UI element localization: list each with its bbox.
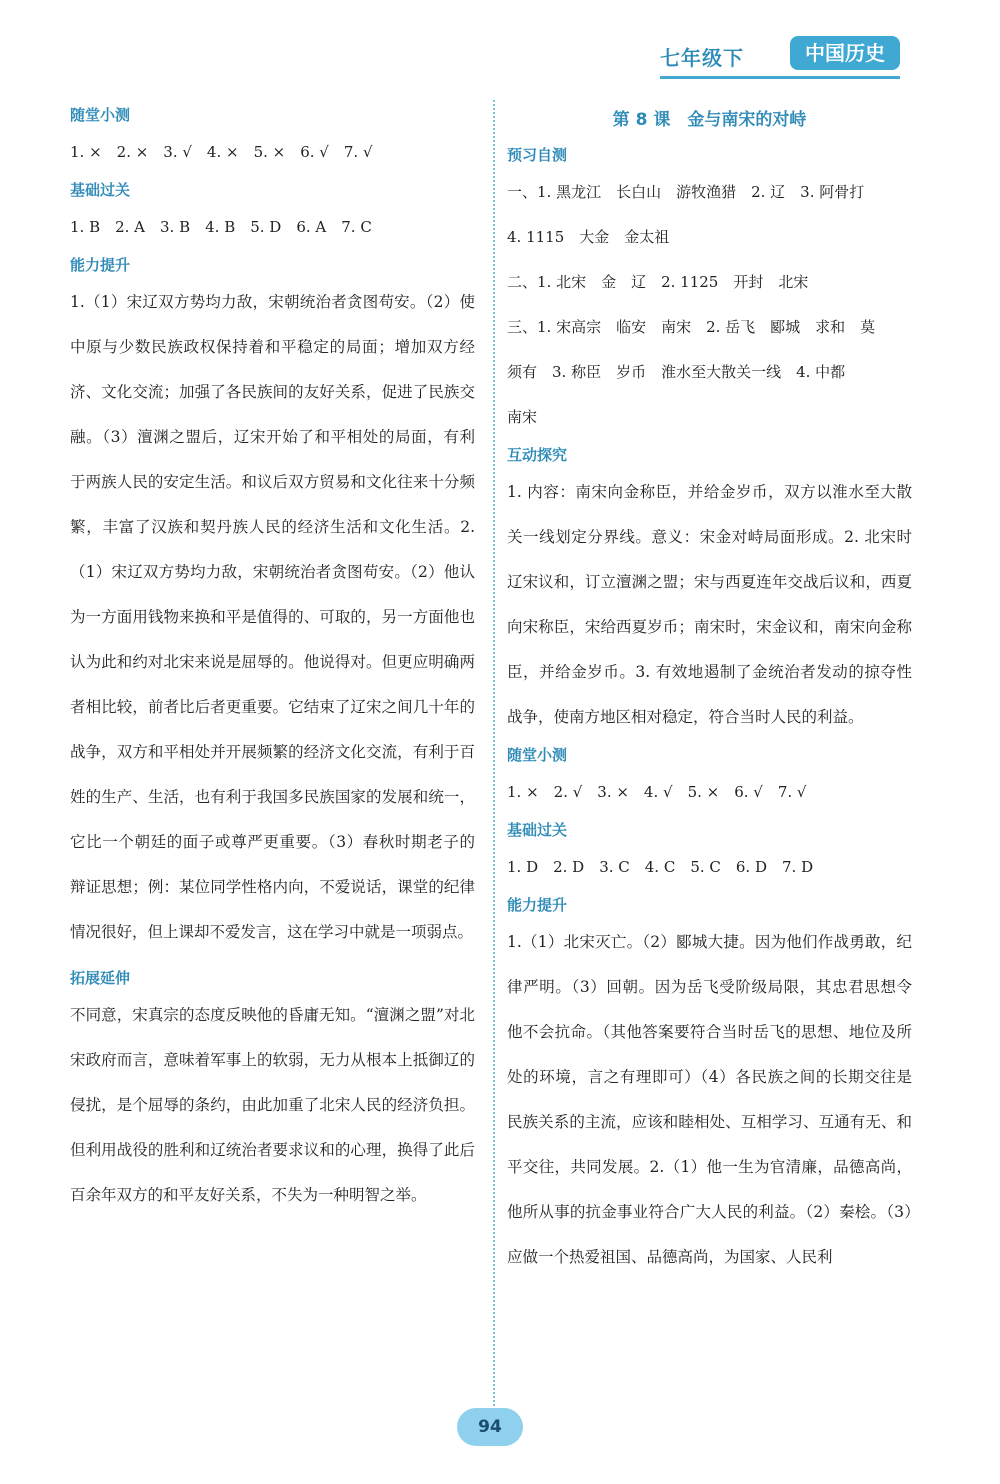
page-header	[660, 36, 900, 76]
answer-paragraph: 1. 内容：南宋向金称臣，并给金岁币，双方以淮水至大散关一线划定分界线。意义：宋金对峙局面形成。2. 北宋时辽宋议和，订立澶渊之盟；宋与西夏连年交战后议和，西夏向宋称臣，宋给西夏岁币；南宋时，宋金议和，南宋向金称臣，并给金岁币。3. 有效地遏制了金统治者发动的掠夺性战争，使南方地区相对稳定，符合当时人民的利益。	[507, 483, 912, 726]
section-title: 拓展延伸	[70, 969, 131, 987]
answer-line: 三、1. 宋高宗 临安 南宋 2. 岳飞 郾城 求和 莫	[507, 318, 876, 336]
section-title: 能力提升	[70, 256, 131, 274]
answer-line: 二、1. 北宋 金 辽 2. 1125 开封 北宋	[507, 273, 809, 291]
section-title: 随堂小测	[70, 106, 131, 124]
answer-line: 1. × 2. × 3. √ 4. × 5. × 6. √ 7. √	[70, 143, 373, 161]
answer-line: 1. × 2. √ 3. × 4. √ 5. × 6. √ 7. √	[507, 783, 807, 801]
answer-line: 一、1. 黑龙江 长白山 游牧渔猎 2. 辽 3. 阿骨打	[507, 183, 865, 201]
section-title: 随堂小测	[507, 746, 568, 764]
answer-line: 1. B 2. A 3. B 4. B 5. D 6. A 7. C	[70, 218, 372, 236]
column-divider	[493, 100, 495, 1410]
header-rule	[660, 76, 900, 79]
answer-line: 4. 1115 大金 金太祖	[507, 228, 670, 246]
answer-line: 须有 3. 称臣 岁币 淮水至大散关一线 4. 中都	[507, 363, 846, 381]
answer-paragraph: 1.（1）宋辽双方势均力敌，宋朝统治者贪图苟安。（2）使中原与少数民族政权保持着和平稳定的局面；增加双方经济、文化交流；加强了各民族间的友好关系，促进了民族交融。（3）澶渊之盟后，辽宋开始了和平相处的局面，有利于两族人民的安定生活。和议后双方贸易和文化往来十分频繁，丰富了汉族和契丹族人民的经济生活和文化生活。2.（1）宋辽双方势均力敌，宋朝统治者贪图苟安。（2）他认为一方面用钱物来换和平是值得的、可取的，另一方面他也认为此和约对北宋来说是屈辱的。他说得对。但更应明确两者相比较，前者比后者更重要。它结束了辽宋之间几十年的战争，双方和平相处并开展频繁的经济文化交流，有利于百姓的生产、生活，也有利于我国多民族国家的发展和统一，它比一个朝廷的面子或尊严更重要。（3）春秋时期老子的辩证思想；例：某位同学性格内向，不爱说话，课堂的纪律情况很好，但上课却不爱发言，这在学习中就是一项弱点。	[70, 293, 475, 941]
answer-line: 1. D 2. D 3. C 4. C 5. C 6. D 7. D	[507, 858, 814, 876]
section-title: 基础过关	[70, 181, 131, 199]
section-title: 互动探究	[507, 446, 568, 464]
section-title: 预习自测	[507, 146, 568, 164]
section-title: 基础过关	[507, 821, 568, 839]
page-number: 94	[457, 1408, 523, 1446]
answer-line: 南宋	[507, 408, 538, 426]
answer-paragraph: 1.（1）北宋灭亡。（2）郾城大捷。因为他们作战勇敢，纪律严明。（3）回朝。因为岳飞受阶级局限，其忠君思想令他不会抗命。（其他答案要符合当时岳飞的思想、地位及所处的环境，言之有理即可）（4）各民族之间的长期交往是民族关系的主流，应该和睦相处、互相学习、互通有无、和平交往，共同发展。2.（1）他一生为官清廉，品德高尚，他所从事的抗金事业符合广大人民的利益。（2）秦桧。（3）应做一个热爱祖国、品德高尚，为国家、人民利	[507, 933, 912, 1266]
left-column	[70, 100, 475, 1218]
grade-label: 七年级下	[660, 46, 744, 70]
answer-paragraph: 不同意，宋真宗的态度反映他的昏庸无知。“澶渊之盟”对北宋政府而言，意味着军事上的软弱，无力从根本上抵御辽的侵扰，是个屈辱的条约，由此加重了北宋人民的经济负担。但利用战役的胜利和辽统治者要求议和的心理，换得了此后百余年双方的和平友好关系，不失为一种明智之举。	[70, 1006, 475, 1204]
right-column	[507, 100, 912, 1280]
section-title: 能力提升	[507, 896, 568, 914]
lesson-title: 第 8 课 金与南宋的对峙	[612, 110, 807, 130]
subject-tab: 中国历史	[790, 36, 900, 70]
